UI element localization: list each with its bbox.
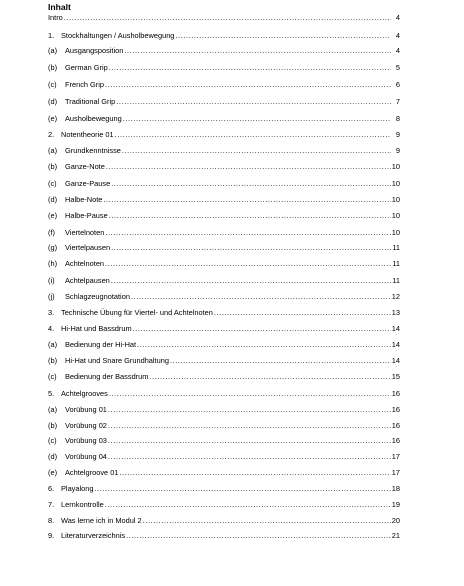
toc-entry-label: Viertelnoten <box>65 228 105 237</box>
toc-entry-label: Bedienung der Bassdrum <box>65 372 149 381</box>
toc-entry-page: 10 <box>391 228 400 237</box>
toc-entry-number: (a) <box>48 46 58 55</box>
toc-entry-number: (a) <box>48 340 58 349</box>
toc-entry-number: (a) <box>48 405 58 414</box>
toc-entry-number: (h) <box>48 259 58 268</box>
toc-entry[interactable] <box>48 13 400 23</box>
dot-leader <box>108 421 391 431</box>
toc-entry-page: 17 <box>391 452 400 461</box>
toc-entry-page: 11 <box>392 259 400 268</box>
toc-entry-number: (c) <box>48 436 57 445</box>
toc-entry-label: Literaturverzeichnis <box>61 531 126 540</box>
dot-leader <box>115 130 391 140</box>
toc-entry[interactable] <box>48 130 400 140</box>
toc-entry-number: 9. <box>48 531 55 540</box>
toc-entry-page: 16 <box>391 389 400 398</box>
toc-entry-page: 5 <box>395 63 400 72</box>
toc-entry-label: Vorübung 01 <box>65 405 107 414</box>
toc-entry[interactable] <box>48 500 400 510</box>
toc-entry[interactable] <box>48 63 400 73</box>
toc-entry-label: Vorübung 03 <box>65 436 107 445</box>
toc-entry-page: 14 <box>391 340 400 349</box>
toc-entry-label: Achtelgrooves <box>61 389 108 398</box>
toc-entry[interactable] <box>48 259 400 269</box>
toc-entry-label: Achtelpausen <box>65 276 110 285</box>
dot-leader <box>123 114 391 124</box>
dot-leader <box>122 146 391 156</box>
dot-leader <box>116 97 391 107</box>
toc-entry-number: (j) <box>48 292 55 301</box>
toc-entry-label: Ganze-Note <box>65 162 105 171</box>
toc-entry[interactable] <box>48 46 400 56</box>
toc-entry-number: (i) <box>48 276 55 285</box>
toc-entry-label: Lernkontrolle <box>61 500 104 509</box>
toc-entry-page: 18 <box>391 484 400 493</box>
toc-entry[interactable] <box>48 179 400 189</box>
dot-leader <box>111 276 391 286</box>
toc-entry-label: Intro <box>48 13 63 22</box>
toc-entry[interactable] <box>48 356 400 366</box>
toc-entry[interactable] <box>48 405 400 415</box>
toc-entry-label: Viertelpausen <box>65 243 111 252</box>
toc-entry-label: Achtelnoten <box>65 259 105 268</box>
dot-leader <box>109 63 391 73</box>
toc-entry-number: 7. <box>48 500 55 509</box>
toc-entry[interactable] <box>48 228 400 238</box>
toc-entry-label: Hi-Hat und Bassdrum <box>61 324 132 333</box>
toc-entry-number: 8. <box>48 516 55 525</box>
toc-entry-label: Ausholbewegung <box>65 114 122 123</box>
toc-entry-label: Traditional Grip <box>65 97 116 106</box>
dot-leader <box>108 436 391 446</box>
toc-entry-label: Notentheorie 01 <box>61 130 114 139</box>
toc-entry-page: 12 <box>391 292 400 301</box>
toc-entry[interactable] <box>48 243 400 253</box>
toc-entry[interactable] <box>48 436 400 446</box>
toc-entry[interactable] <box>48 452 400 462</box>
toc-entry-number: (d) <box>48 195 58 204</box>
toc-entry-page: 11 <box>392 243 400 252</box>
toc-entry-label: Achtelgroove 01 <box>65 468 119 477</box>
dot-leader <box>126 531 391 541</box>
toc-entry-page: 19 <box>391 500 400 509</box>
toc-entry[interactable] <box>48 97 400 107</box>
toc-entry-number: 6. <box>48 484 55 493</box>
dot-leader <box>149 372 390 382</box>
toc-entry[interactable] <box>48 308 400 318</box>
toc-entry-label: Playalong <box>61 484 94 493</box>
toc-entry-label: German Grip <box>65 63 108 72</box>
toc-entry-number: (a) <box>48 146 58 155</box>
toc-entry-page: 8 <box>395 114 400 123</box>
toc-entry-page: 17 <box>391 468 400 477</box>
toc-entry-number: (d) <box>48 97 58 106</box>
toc-entry[interactable] <box>48 516 400 526</box>
toc-entry[interactable] <box>48 468 400 478</box>
toc-entry-number: 5. <box>48 389 55 398</box>
toc-entry[interactable] <box>48 162 400 172</box>
toc-entry[interactable] <box>48 276 400 286</box>
toc-entry-page: 14 <box>391 324 400 333</box>
toc-entry-number: (f) <box>48 228 55 237</box>
toc-entry[interactable] <box>48 389 400 399</box>
toc-entry-page: 16 <box>391 421 400 430</box>
dot-leader <box>64 13 391 23</box>
toc-entry-page: 4 <box>395 13 400 22</box>
toc-entry-number: (b) <box>48 421 58 430</box>
dot-leader <box>108 405 391 415</box>
dot-leader <box>111 179 391 189</box>
toc-entry[interactable] <box>48 372 400 382</box>
toc-entry-page: 11 <box>392 276 400 285</box>
dot-leader <box>214 308 391 318</box>
toc-entry[interactable] <box>48 340 400 350</box>
toc-entry-number: (e) <box>48 211 58 220</box>
dot-leader <box>108 452 391 462</box>
toc-entry-label: Bedienung der Hi-Hat <box>65 340 137 349</box>
toc-entry-label: Ganze-Pause <box>65 179 111 188</box>
dot-leader <box>170 356 391 366</box>
toc-entry-page: 9 <box>395 130 400 139</box>
toc-entry-label: Technische Übung für Viertel- und Achtelnoten <box>61 308 213 317</box>
toc-title: Inhalt <box>48 2 71 12</box>
toc-entry[interactable] <box>48 195 400 205</box>
dot-leader <box>109 389 391 399</box>
toc-entry-number: 3. <box>48 308 55 317</box>
dot-leader <box>124 46 391 56</box>
dot-leader <box>94 484 390 494</box>
toc-entry[interactable] <box>48 211 400 221</box>
toc-entry-number: (b) <box>48 162 58 171</box>
toc-entry-page: 10 <box>391 211 400 220</box>
toc-entry-number: (c) <box>48 372 57 381</box>
toc-entry-page: 15 <box>391 372 400 381</box>
toc-entry-page: 4 <box>395 46 400 55</box>
toc-entry-number: 2. <box>48 130 55 139</box>
toc-entry[interactable] <box>48 31 400 41</box>
toc-entry-page: 13 <box>391 308 400 317</box>
dot-leader <box>105 259 391 269</box>
toc-entry-page: 7 <box>395 97 400 106</box>
toc-entry-page: 16 <box>391 405 400 414</box>
toc-entry-label: French Grip <box>65 80 105 89</box>
toc-entry-page: 9 <box>395 146 400 155</box>
dot-leader <box>105 228 390 238</box>
toc-entry[interactable] <box>48 292 400 302</box>
toc-entry-number: 4. <box>48 324 55 333</box>
dot-leader <box>109 211 391 221</box>
toc-entry[interactable] <box>48 324 400 334</box>
dot-leader <box>111 243 391 253</box>
toc-entry-number: (g) <box>48 243 58 252</box>
toc-entry-number: (c) <box>48 80 57 89</box>
dot-leader <box>105 500 391 510</box>
toc-entry-page: 20 <box>391 516 400 525</box>
dot-leader <box>106 162 391 172</box>
dot-leader <box>103 195 390 205</box>
toc-entry[interactable] <box>48 80 400 90</box>
toc-entry-page: 14 <box>391 356 400 365</box>
toc-entry-page: 21 <box>391 531 400 540</box>
toc-entry-label: Vorübung 02 <box>65 421 107 430</box>
toc-entry-page: 10 <box>391 162 400 171</box>
dot-leader <box>131 292 391 302</box>
toc-entry-number: 1. <box>48 31 55 40</box>
toc-entry-label: Hi-Hat und Snare Grundhaltung <box>65 356 169 365</box>
toc-entry-label: Halbe-Note <box>65 195 103 204</box>
dot-leader <box>105 80 391 90</box>
toc-entry[interactable] <box>48 146 400 156</box>
dot-leader <box>137 340 391 350</box>
toc-entry[interactable] <box>48 484 400 494</box>
dot-leader <box>143 516 391 526</box>
toc-entry-label: Schlagzeugnotation <box>65 292 130 301</box>
dot-leader <box>175 31 391 41</box>
toc-entry-number: (e) <box>48 468 58 477</box>
toc-entry-label: Ausgangsposition <box>65 46 124 55</box>
toc-entry-label: Stockhaltungen / Ausholbewegung <box>61 31 175 40</box>
toc-entry-label: Halbe-Pause <box>65 211 108 220</box>
dot-leader <box>119 468 390 478</box>
toc-entry[interactable] <box>48 531 400 541</box>
toc-entry-number: (e) <box>48 114 58 123</box>
toc-entry-page: 10 <box>391 195 400 204</box>
toc-entry-label: Vorübung 04 <box>65 452 107 461</box>
toc-entry-label: Was lerne ich in Modul 2 <box>61 516 142 525</box>
toc-entry-page: 16 <box>391 436 400 445</box>
toc-entry-page: 6 <box>395 80 400 89</box>
toc-entry-page: 4 <box>395 31 400 40</box>
toc-entry-label: Grundkenntnisse <box>65 146 121 155</box>
toc-entry-page: 10 <box>391 179 400 188</box>
dot-leader <box>133 324 391 334</box>
toc-entry[interactable] <box>48 421 400 431</box>
toc-entry-number: (b) <box>48 63 58 72</box>
toc-entry-number: (b) <box>48 356 58 365</box>
toc-entry[interactable] <box>48 114 400 124</box>
toc-entry-number: (d) <box>48 452 58 461</box>
toc-entry-number: (c) <box>48 179 57 188</box>
